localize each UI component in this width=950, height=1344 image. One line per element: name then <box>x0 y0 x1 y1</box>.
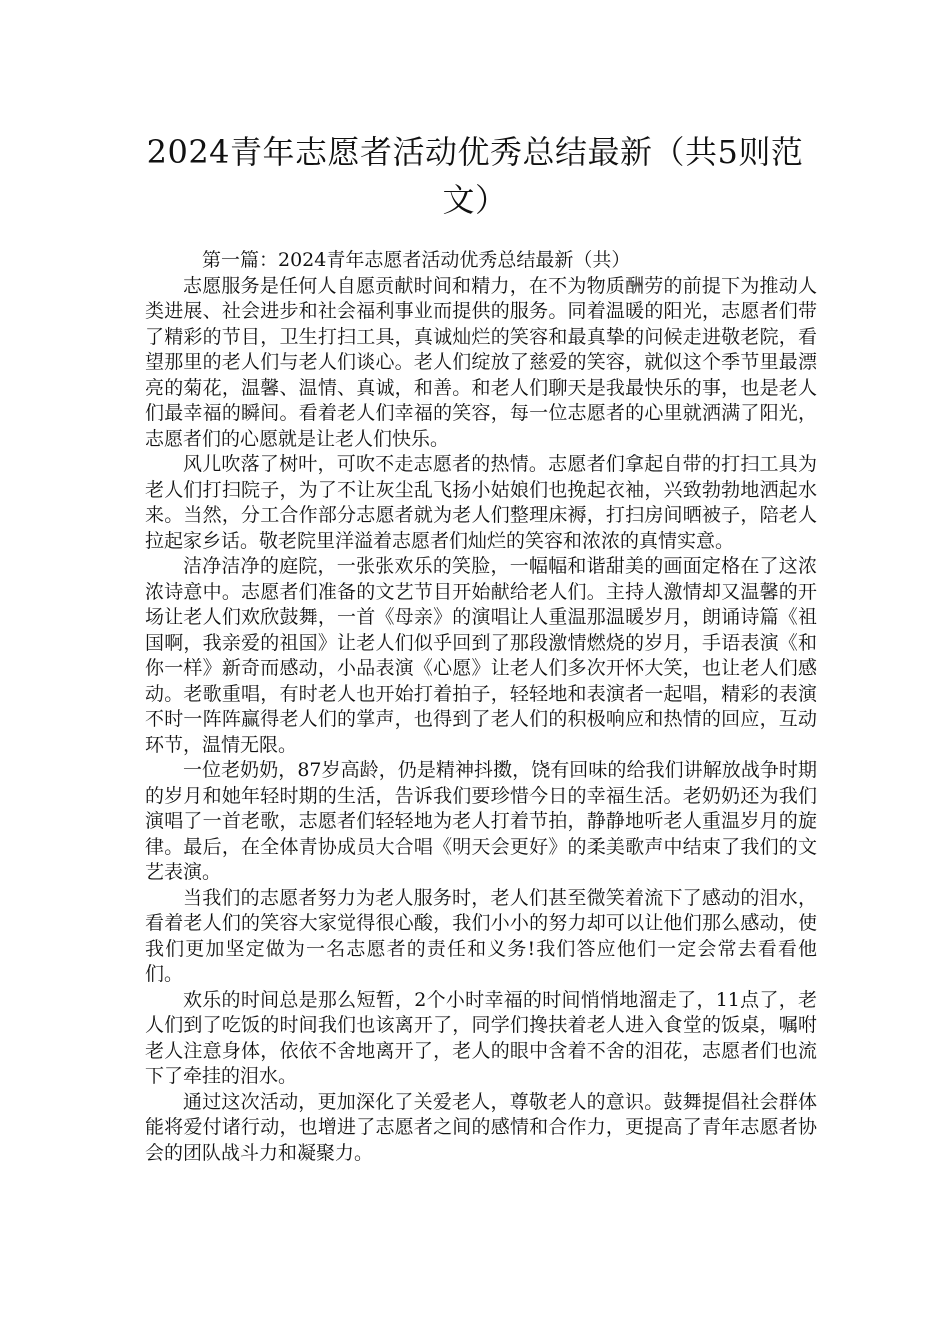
paragraph: 当我们的志愿者努力为老人服务时，老人们甚至微笑着流下了感动的泪水，看着老人们的笑容大家觉得很心酸，我们小小的努力却可以让他们那么感动，使我们更加坚定做为一名志愿者的责任和义务!我们答应他们一定会常去看看他们。 <box>145 886 817 985</box>
paragraph: 一位老奶奶，87岁高龄，仍是精神抖擞，饶有回味的给我们讲解放战争时期的岁月和她年轻时期的生活，告诉我们要珍惜今日的幸福生活。老奶奶还为我们演唱了一首老歌，志愿者们轻轻地为老人打着节拍，静静地听老人重温岁月的旋律。最后，在全体青协成员大合唱《明天会更好》的柔美歌声中结束了我们的文艺表演。 <box>145 759 817 883</box>
paragraph: 欢乐的时间总是那么短暂，2个小时幸福的时间悄悄地溜走了，11点了，老人们到了吃饭的时间我们也该离开了，同学们搀扶着老人进入食堂的饭桌，嘱咐老人注意身体，依依不舍地离开了，老人的眼中含着不舍的泪花，志愿者们也流下了牵挂的泪水。 <box>145 988 817 1087</box>
paragraph: 通过这次活动，更加深化了关爱老人，尊敬老人的意识。鼓舞提倡社会群体能将爱付诸行动，也增进了志愿者之间的感情和合作力，更提高了青年志愿者协会的团队战斗力和凝聚力。 <box>145 1090 817 1164</box>
paragraph: 志愿服务是任何人自愿贡献时间和精力，在不为物质酬劳的前提下为推动人类进展、社会进步和社会福利事业而提供的服务。同着温暖的阳光，志愿者们带了精彩的节目，卫生打扫工具，真诚灿烂的笑容和最真挚的问候走进敬老院，看望那里的老人们与老人们谈心。老人们绽放了慈爱的笑容，就似这个季节里最漂亮的菊花，温馨、温情、真诚，和善。和老人们聊天是我最快乐的事，也是老人们最幸福的瞬间。看着老人们幸福的笑容，每一位志愿者的心里就洒满了阳光，志愿者们的心愿就是让老人们快乐。 <box>145 274 817 450</box>
paragraph: 洁净洁净的庭院，一张张欢乐的笑脸，一幅幅和谐甜美的画面定格在了这浓浓诗意中。志愿者们准备的文艺节目开始献给老人们。主持人激情却又温馨的开场让老人们欢欣鼓舞，一首《母亲》的演唱让人重温那温暖岁月，朗诵诗篇《祖国啊，我亲爱的祖国》让老人们似乎回到了那段激情燃烧的岁月，手语表演《和你一样》新奇而感动，小品表演《心愿》让老人们多次开怀大笑，也让老人们感动。老歌重唱，有时老人也开始打着拍子，轻轻地和表演者一起唱，精彩的表演不时一阵阵赢得老人们的掌声，也得到了老人们的积极响应和热情的回应，互动环节，温情无限。 <box>145 555 817 756</box>
document-title: 2024青年志愿者活动优秀总结最新（共5则范文） <box>146 133 804 219</box>
document-body <box>145 248 817 1166</box>
paragraph: 风儿吹落了树叶，可吹不走志愿者的热情。志愿者们拿起自带的打扫工具为老人们打扫院子，为了不让灰尘乱飞扬小姑娘们也挽起衣袖，兴致勃勃地洒起水来。当然，分工合作部分志愿者就为老人们整理床褥，打扫房间晒被子，陪老人拉起家乡话。敬老院里洋溢着志愿者们灿烂的笑容和浓浓的真情实意。 <box>145 453 817 552</box>
section-heading: 第一篇：2024青年志愿者活动优秀总结最新（共） <box>202 249 631 271</box>
